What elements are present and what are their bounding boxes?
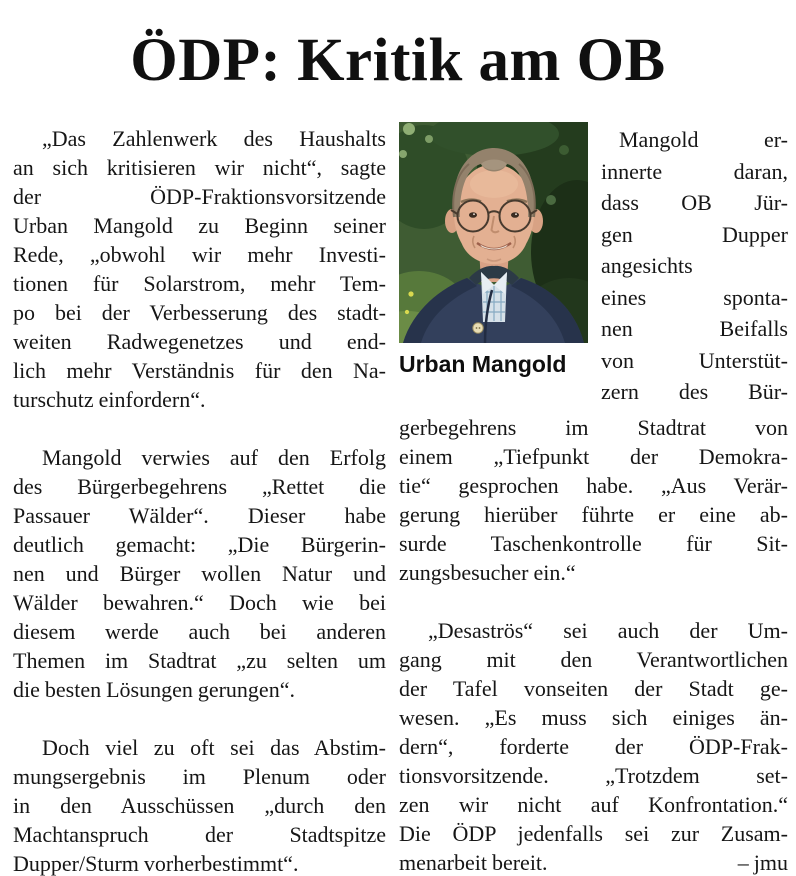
text-line: dass OB Jür- bbox=[601, 190, 788, 215]
text-line: nen und Bürger wollen Natur und bbox=[13, 561, 386, 586]
closing-text: menarbeit bereit. bbox=[399, 849, 548, 875]
text-line: surde Taschenkontrolle für Sit- bbox=[399, 530, 788, 556]
text-beside-photo bbox=[601, 122, 788, 408]
portrait-photo-figure bbox=[399, 122, 588, 408]
text-line: mungsergebnis im Plenum oder bbox=[13, 764, 386, 789]
text-line: „Das Zahlenwerk des Haushalts bbox=[42, 126, 386, 151]
text-line: tie“ gesprochen habe. „Aus Verär- bbox=[399, 472, 788, 498]
text-line: angesichts bbox=[601, 253, 693, 278]
text-line: Passauer Wälder“. Dieser habe bbox=[13, 503, 386, 528]
text-line: des Bürgerbegehrens „Rettet die bbox=[13, 474, 386, 499]
text-line: der ÖDP-Fraktionsvorsitzende bbox=[13, 184, 386, 209]
paragraph bbox=[13, 443, 386, 704]
text-line: gerung hierüber führte er eine ab- bbox=[399, 501, 788, 527]
paragraph bbox=[13, 124, 386, 414]
paragraph bbox=[399, 413, 788, 587]
text-line: Urban Mangold zu Beginn seiner bbox=[13, 213, 386, 238]
photo-and-text-row bbox=[399, 122, 788, 408]
text-line: tionen für Solarstrom, mehr Tem- bbox=[13, 271, 386, 296]
text-line: innerte daran, bbox=[601, 158, 788, 184]
text-line: „Desaströs“ sei auch der Um- bbox=[428, 617, 788, 643]
text-below-photo bbox=[399, 413, 788, 876]
portrait-photo bbox=[399, 122, 588, 343]
paragraph bbox=[13, 733, 386, 876]
author-initials: – jmu bbox=[737, 849, 788, 875]
photo-caption: Urban Mangold bbox=[399, 351, 567, 377]
text-line: in den Ausschüssen „durch den bbox=[13, 793, 386, 818]
text-line: Wälder bewahren.“ Doch wie bei bbox=[13, 590, 386, 615]
text-line: nen Beifalls bbox=[601, 316, 788, 341]
text-line: deutlich gemacht: „Die Bürgerin- bbox=[13, 532, 386, 557]
text-line: diesem werde auch bei anderen bbox=[13, 619, 386, 644]
text-line: Dupper/Sturm vorherbestimmt“. bbox=[13, 851, 299, 876]
text-line: lich mehr Verständnis für den Na- bbox=[13, 358, 386, 383]
text-line: Die ÖDP jedenfalls sei zur Zusam- bbox=[399, 820, 788, 846]
article-headline: ÖDP: Kritik am OB bbox=[130, 27, 666, 94]
text-line: eines sponta- bbox=[601, 284, 788, 310]
text-line: von Unterstüt- bbox=[601, 347, 788, 373]
text-line: der Tafel vonseiten der Stadt ge- bbox=[399, 675, 788, 701]
text-line: zern des Bür- bbox=[601, 379, 788, 404]
text-line: Machtanspruch der Stadtspitze bbox=[13, 822, 386, 847]
column-left bbox=[13, 122, 386, 876]
text-line: gerbegehrens im Stadtrat von bbox=[399, 414, 788, 440]
text-line: Rede, „obwohl wir mehr Investi- bbox=[13, 242, 386, 267]
text-line: wesen. „Es muss sich einiges än- bbox=[399, 704, 788, 730]
text-line: an sich kritisieren wir nicht“, sagte bbox=[13, 155, 386, 180]
text-line: Themen im Stadtrat „zu selten um bbox=[13, 648, 386, 673]
text-line: einem „Tiefpunkt der Demokra- bbox=[399, 443, 788, 469]
text-line: po bei der Verbesserung des stadt- bbox=[13, 300, 386, 325]
text-line bbox=[399, 848, 788, 876]
paragraph bbox=[399, 616, 788, 876]
paragraph bbox=[601, 124, 788, 408]
text-line: weiten Radwegenetzes und end- bbox=[13, 329, 386, 354]
text-line: Doch viel zu oft sei das Abstim- bbox=[42, 735, 386, 760]
text-line: tionsvorsitzende. „Trotzdem set- bbox=[399, 762, 788, 788]
text-line: Mangold er- bbox=[619, 127, 788, 152]
text-line: gang mit den Verantwortlichen bbox=[399, 646, 788, 672]
text-line: zen wir nicht auf Konfrontation.“ bbox=[399, 791, 788, 817]
text-line: dern“, forderte der ÖDP-Frak- bbox=[399, 733, 788, 759]
text-line: turschutz einfordern“. bbox=[13, 387, 206, 412]
article-body bbox=[13, 122, 788, 876]
column-right-area bbox=[399, 122, 788, 876]
text-line: gen Dupper bbox=[601, 221, 788, 247]
text-line: die besten Lösungen gerungen“. bbox=[13, 677, 295, 702]
text-line: Mangold verwies auf den Erfolg bbox=[42, 445, 386, 470]
text-line: zungsbesucher ein.“ bbox=[399, 559, 576, 585]
